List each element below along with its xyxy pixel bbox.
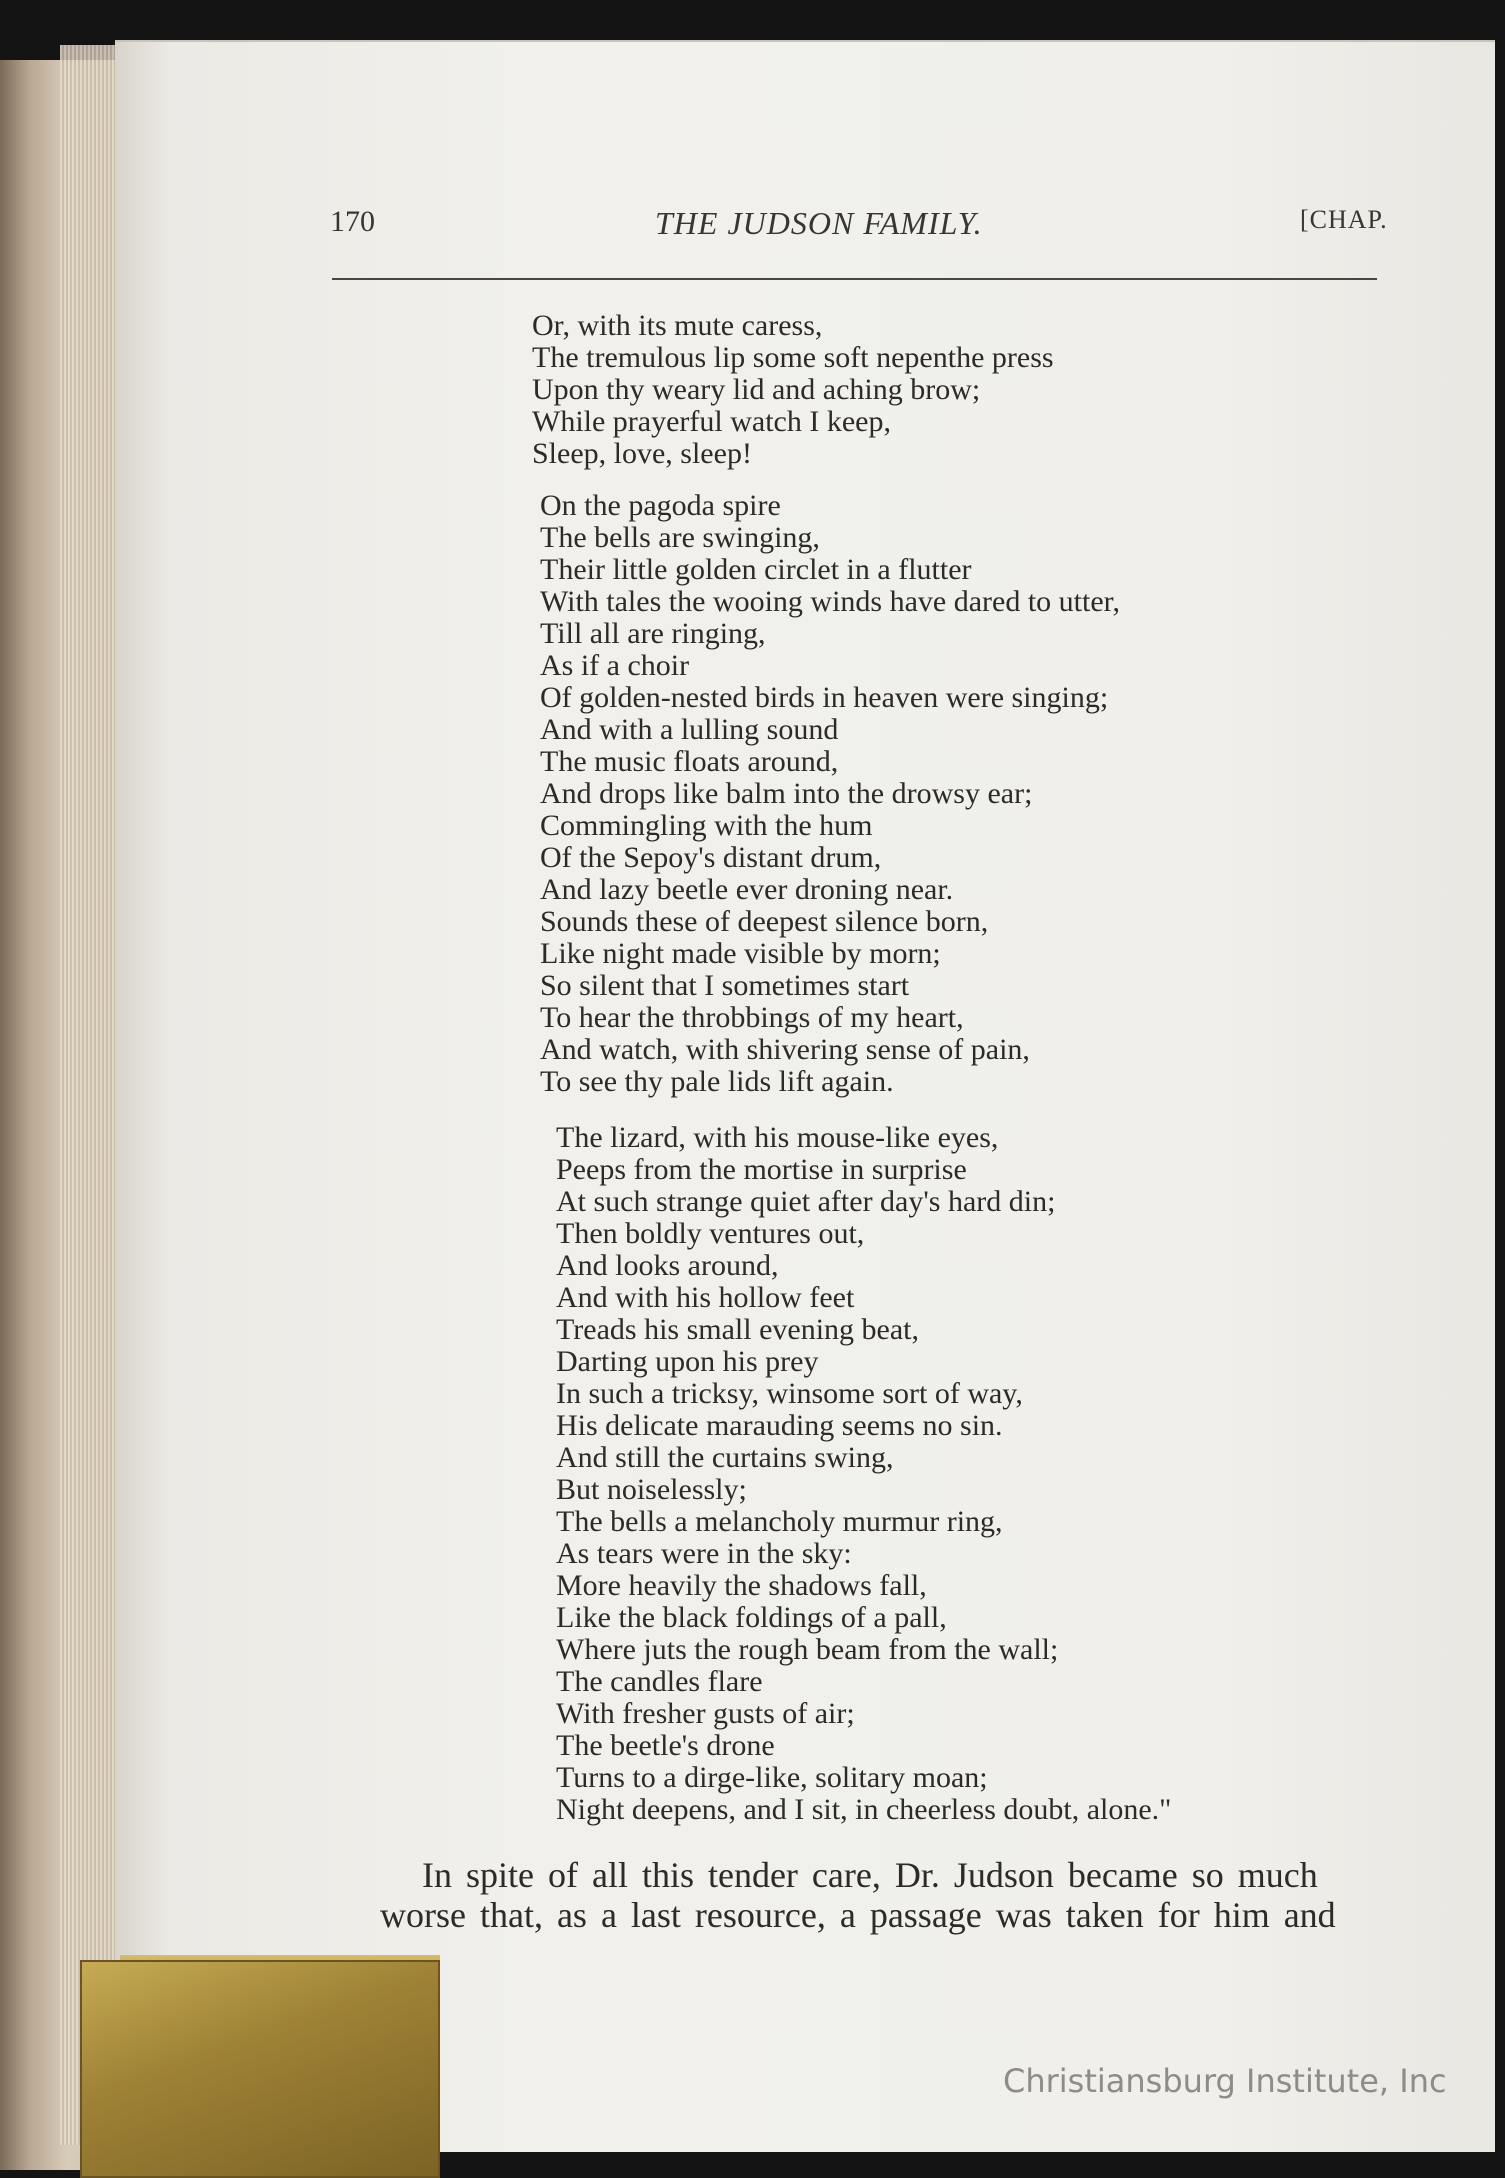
prose-line: worse that, as a last resource, a passage was taken for him and: [380, 1895, 1336, 1935]
poem-line: Treads his small evening beat,: [556, 1313, 920, 1346]
poem-line: With tales the wooing winds have dared to utter,: [540, 585, 1120, 618]
poem-line: His delicate marauding seems no sin.: [556, 1409, 1003, 1442]
prose-line: In spite of all this tender care, Dr. Judson became so much: [422, 1855, 1318, 1895]
poem-line: As if a choir: [540, 649, 690, 682]
poem-line: The tremulous lip some soft nepenthe press: [532, 341, 1054, 374]
poem-line: In such a tricksy, winsome sort of way,: [556, 1377, 1023, 1410]
poem-line: So silent that I sometimes start: [540, 969, 910, 1002]
poem-line: The bells are swinging,: [540, 521, 820, 554]
poem-line: Sleep, love, sleep!: [532, 437, 752, 470]
poem-line: Of the Sepoy's distant drum,: [540, 841, 882, 874]
poem-line: And watch, with shivering sense of pain,: [540, 1033, 1030, 1066]
page-number: 170: [330, 205, 375, 238]
poem-line: The lizard, with his mouse-like eyes,: [556, 1121, 999, 1154]
poem-line: Then boldly ventures out,: [556, 1217, 865, 1250]
poem-line: Darting upon his prey: [556, 1345, 819, 1378]
poem-line: Where juts the rough beam from the wall;: [556, 1633, 1059, 1666]
prose-paragraph: [380, 1855, 1420, 1935]
poem-line: And drops like balm into the drowsy ear;: [540, 777, 1033, 810]
poem-line: While prayerful watch I keep,: [532, 405, 891, 438]
poem-line: The beetle's drone: [556, 1729, 775, 1762]
poem-line: Or, with its mute caress,: [532, 309, 823, 342]
gilt-bookend: [80, 1960, 440, 2178]
poem-line: Like the black foldings of a pall,: [556, 1601, 947, 1634]
poem-line: Commingling with the hum: [540, 809, 873, 842]
poem-line: And still the curtains swing,: [556, 1441, 894, 1474]
poem-line: Till all are ringing,: [540, 617, 766, 650]
poem-line: Night deepens, and I sit, in cheerless doubt, alone.": [556, 1793, 1172, 1826]
poem-line: At such strange quiet after day's hard din;: [556, 1185, 1056, 1218]
poem-line: And with a lulling sound: [540, 713, 839, 746]
header-rule: [332, 278, 1377, 280]
poem-line: And with his hollow feet: [556, 1281, 855, 1314]
poem-line: The bells a melancholy murmur ring,: [556, 1505, 1003, 1538]
poem-line: With fresher gusts of air;: [556, 1697, 855, 1730]
poem-line: Sounds these of deepest silence born,: [540, 905, 989, 938]
poem-line: Upon thy weary lid and aching brow;: [532, 373, 981, 406]
watermark: Christiansburg Institute, Inc: [1003, 2062, 1447, 2100]
poem-line: To hear the throbbings of my heart,: [540, 1001, 964, 1034]
poem-line: On the pagoda spire: [540, 489, 781, 522]
poem-line: Of golden-nested birds in heaven were singing;: [540, 681, 1109, 714]
running-head: [0, 205, 1505, 245]
book-title: THE JUDSON FAMILY.: [655, 205, 983, 241]
poem-line: And lazy beetle ever droning near.: [540, 873, 954, 906]
poem-line: Turns to a dirge-like, solitary moan;: [556, 1761, 988, 1794]
poem-stanza-2: [540, 490, 1120, 1098]
poem-line: More heavily the shadows fall,: [556, 1569, 927, 1602]
poem-line: The candles flare: [556, 1665, 763, 1698]
poem-line: But noiselessly;: [556, 1473, 747, 1506]
poem-line: Peeps from the mortise in surprise: [556, 1153, 967, 1186]
poem-stanza-3: [556, 1122, 1171, 1826]
poem-line: To see thy pale lids lift again.: [540, 1065, 894, 1098]
poem-line: Their little golden circlet in a flutter: [540, 553, 972, 586]
poem-stanza-1: [532, 310, 1054, 470]
poem-line: Like night made visible by morn;: [540, 937, 941, 970]
poem-line: As tears were in the sky:: [556, 1537, 852, 1570]
poem-line: The music floats around,: [540, 745, 839, 778]
chapter-mark: [CHAP.: [1300, 205, 1388, 234]
poem-line: And looks around,: [556, 1249, 779, 1282]
